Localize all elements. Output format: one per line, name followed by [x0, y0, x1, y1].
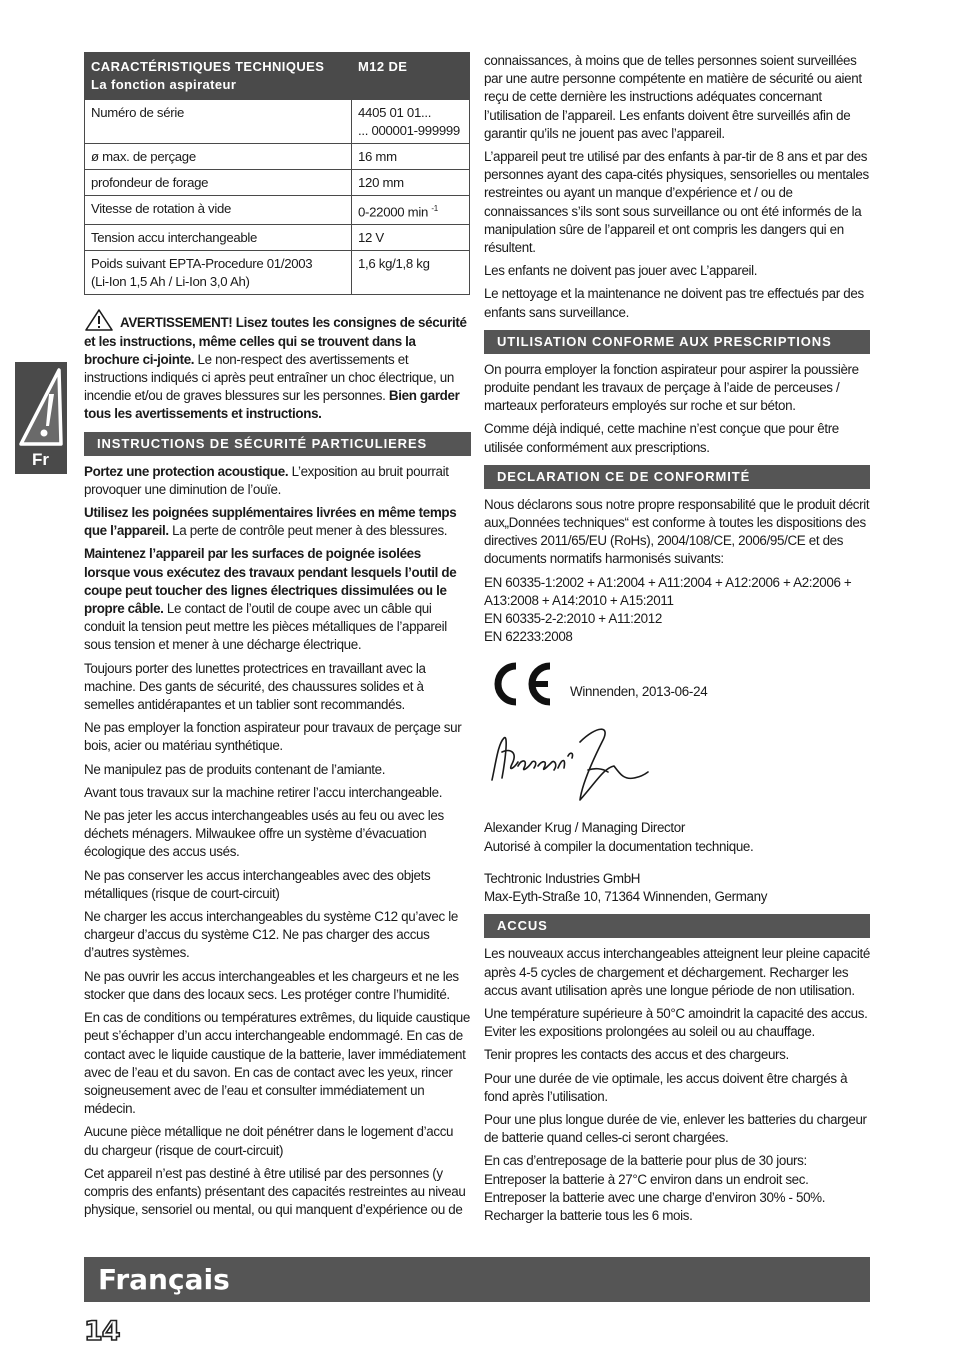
paragraph-text: Ne charger les accus interchangeables du système C12 qu’avec le chargeur d’accus du système C12. Ne pas charger des accus d’autres systèmes.: [84, 909, 458, 961]
usage-text: [484, 361, 870, 457]
standards-list: [484, 574, 870, 647]
page-number: 14: [84, 1316, 120, 1347]
paragraph: [84, 807, 470, 862]
paragraph: [84, 867, 470, 903]
paragraph: Pour une plus longue durée de vie, enlever les batteries du chargeur de batterie quand celles-ci seront chargées.: [484, 1111, 867, 1146]
paragraph-bold: Maintenez l’appareil par les surfaces de poignée isolées lorsque vous exécutez des travaux pendant lesquels l’outil de coupe peut toucher des lignes électriques dissimulées ou le propre câble.: [84, 546, 457, 617]
paragraph: Le nettoyage et la maintenance ne doivent pas tre effectués par des enfants sans surveillance.: [484, 286, 864, 320]
spec-value: 1,6 kg/1,8 kg: [352, 251, 470, 295]
storage-intro: En cas d’entreposage de la batterie pour plus de 30 jours:: [484, 1153, 807, 1169]
storage-line: Recharger la batterie tous les 6 mois.: [484, 1207, 693, 1223]
specs-subtitle: La fonction aspirateur: [91, 77, 237, 92]
spec-label-line: Poids suivant EPTA-Procedure 01/2003: [91, 256, 313, 272]
paragraph-text: Ne pas ouvrir les accus interchangeables et les chargeurs et ne les stocker que dans des locaux secs. Les protéger contre l’humidité.: [84, 968, 459, 1002]
paragraph: Une température supérieure à 50°C amoindrit la capacité des accus. Eviter les expositions prolongées au soleil ou au chauffage.: [484, 1005, 868, 1040]
spec-label: Vitesse de rotation à vide: [85, 196, 352, 225]
language-side-tab: [15, 362, 67, 474]
signatory-role: Autorisé à compiler la documentation technique.: [484, 838, 754, 854]
place-date: Winnenden, 2013-06-24: [570, 684, 708, 700]
paragraph-text: Avant tous travaux sur la machine retirer l’accu interchangeable.: [84, 784, 443, 800]
company-block: [484, 870, 870, 906]
spec-label: Numéro de série: [85, 100, 352, 144]
paragraph-text: Aucune pièce métallique ne doit pénétrer dans le logement d’accu du chargeur (risque de court-circuit): [84, 1124, 454, 1158]
warning-bold-text-2: Bien garder tous les avertissements et instructions.: [84, 388, 460, 422]
spec-value: [352, 196, 470, 225]
paragraph: L’appareil peut tre utilisé par des enfants à par-tir de 8 ans et par des personnes ayant des capa-cités physiques, sensorielles ou mentales restreintes ou ayant un manque d’expérience et / ou de connaissances s’ils sont sous surveillance ou ont été informés de la manipulation sûre de l’appareil et ont compris les dangers qui en résultent.: [484, 149, 869, 256]
storage-line: Entreposer la batterie avec une charge d’environ 30% - 50%.: [484, 1189, 826, 1205]
paragraph-text: Ne pas jeter les accus interchangeables usés au feu ou avec les déchets ménagers. Milwaukee offre un système d’évacuation écologique des accus usés.: [84, 808, 444, 860]
right-column: [484, 52, 870, 1230]
paragraph-text: En cas de conditions ou températures extrêmes, du liquide caustique peut s’échapper d’un accu interchangeable endommagé. En cas de contact avec le liquide caustique de la batterie, laver immédiatement avec de l’eau et du savon. En cas de contact avec les yeux, rincer soigneusement avec de l’eau et consulter immédiatement un médecin.: [84, 1010, 470, 1117]
standard-line: EN 60335-2-2:2010 + A11:2012: [484, 611, 662, 627]
spec-label-line: (Li-Ion 1,5 Ah / Li-Ion 3,0 Ah): [91, 274, 250, 290]
paragraph-text: L’exposition au bruit pourrait provoquer une diminution de l’ouïe.: [84, 463, 449, 497]
left-column: [84, 52, 470, 1224]
specs-header-row: [85, 53, 470, 100]
standard-line: EN 60335-1:2002 + A1:2004 + A11:2004 + A12:2006 + A2:2006 + A13:2008 + A14:2010 + A15:2011: [484, 574, 852, 608]
paragraph: [84, 504, 470, 540]
spec-label: ø max. de perçage: [85, 144, 352, 170]
paragraph-bold: Portez une protection acoustique.: [84, 463, 289, 479]
section-heading-ce: DECLARATION CE DE CONFORMITÉ: [484, 465, 870, 489]
paragraph: [84, 545, 470, 654]
paragraph: [84, 660, 470, 715]
specs-title: CARACTÉRISTIQUES TECHNIQUES: [91, 59, 325, 74]
paragraph: connaissances, à moins que de telles personnes soient surveillées par une autre personne compétente en matière de sécurité ou aient reçu de cette dernière les instructions adéquates concernant l’utilisation de l’appareil. Les enfants doivent être surveillés afin de garantir qu’ils ne jouent pas avec l’appareil.: [484, 53, 862, 141]
paragraph-text: Cet appareil n’est pas destiné à être utilisé par des personnes (y compris des enfants) présentant des capacités restreintes au niveau physique, sensoriel ou mental, ou qui manquent d’expérience ou de: [84, 1165, 466, 1218]
spec-value: [352, 100, 470, 144]
warning-triangle-icon: [19, 368, 63, 446]
spec-label: Tension accu interchangeable: [85, 225, 352, 251]
footer-language-bar: [84, 1257, 870, 1302]
standard-line: EN 62233:2008: [484, 629, 573, 645]
paragraph-text: Toujours porter des lunettes protectrices en travaillant avec la machine. Des gants de sécurité, des chaussures solides et à semelles antidérapantes et un tablier sont recommandés.: [84, 660, 426, 713]
paragraph: On pourra employer la fonction aspirateur pour aspirer la poussière produite pendant les travaux de perçage à l’aide de perceuses / marteaux perforateurs employés sur roche et sur béton.: [484, 361, 859, 414]
section-heading-batteries: ACCUS: [484, 914, 870, 938]
storage-line: Entreposer la batterie à 27°C environ dans un endroit sec.: [484, 1171, 809, 1187]
footer-language: Français: [98, 1263, 230, 1296]
paragraph: [84, 908, 470, 963]
paragraph-bold: Utilisez les poignées supplémentaires livrées en même temps que l’appareil.: [84, 505, 457, 539]
table-row: [85, 100, 470, 144]
paragraph: Comme déjà indiqué, cette machine n’est conçue que pour être utilisée conformément aux prescriptions.: [484, 421, 839, 455]
storage-instructions: [484, 1152, 870, 1225]
paragraph: [84, 761, 470, 779]
ce-declaration-text: [484, 496, 870, 569]
paragraph-text: Ne pas employer la fonction aspirateur pour travaux de perçage sur bois, acier ou matériau synthétique.: [84, 720, 462, 754]
paragraph: [84, 784, 470, 802]
paragraph: [84, 968, 470, 1004]
section-heading-safety: INSTRUCTIONS DE SÉCURITÉ PARTICULIERES: [84, 432, 471, 456]
safety-instructions: [84, 463, 470, 1220]
table-row: [85, 196, 470, 225]
paragraph: Les nouveaux accus interchangeables atteignent leur pleine capacité après 4-5 cycles de chargement et déchargement. Recharger les accus avant utilisation après une longue période de non utilisation.: [484, 946, 870, 998]
company-name: Techtronic Industries GmbH: [484, 870, 641, 886]
spec-value-line: ... 000001-999999: [358, 123, 460, 138]
paragraph: [84, 463, 470, 499]
paragraph: Nous déclarons sous notre propre responsabilité que le produit décrit aux„Données techniques“ est conforme à toutes les dispositions des directives 2011/65/EU (RoHs), 2004/108/CE, 2006/95/CE et des documents normatifs harmonisés suivants:: [484, 496, 870, 567]
signatory-block: [484, 819, 870, 855]
ce-mark-row: [484, 660, 870, 716]
table-row: [85, 225, 470, 251]
paragraph: Tenir propres les contacts des accus et des chargeurs.: [484, 1047, 789, 1063]
paragraph-text: La perte de contrôle peut mener à des blessures.: [168, 523, 448, 539]
paragraph-text: Ne manipulez pas de produits contenant de l’amiante.: [84, 761, 386, 777]
spec-value: 120 mm: [352, 170, 470, 196]
paragraph: [84, 1165, 470, 1220]
section-heading-usage: UTILISATION CONFORME AUX PRESCRIPTIONS: [484, 330, 870, 354]
paragraph: Pour une durée de vie optimale, les accus doivent être chargés à fond après l’utilisation.: [484, 1070, 848, 1104]
spec-value-line: 4405 01 01...: [358, 105, 432, 120]
battery-text: [484, 945, 870, 1147]
warning-bold-text: AVERTISSEMENT! Lisez toutes les consignes de sécurité et les instructions, même celles qui se trouvent dans la brochure ci-jointe.: [84, 315, 467, 367]
warning-text: Le non-respect des avertissements et instructions indiqués ci après peut entraîner un choc électrique, un incendie et/ou de graves blessures sur les personnes.: [84, 351, 454, 404]
technical-specs-table: [84, 52, 470, 295]
general-warning: [84, 309, 470, 423]
spec-value: 12 V: [352, 225, 470, 251]
paragraph: [84, 1123, 470, 1159]
table-row: [85, 170, 470, 196]
spec-value: 16 mm: [352, 144, 470, 170]
ce-mark-icon: [488, 660, 552, 708]
warning-triangle-icon: [84, 309, 114, 331]
specs-model: M12 DE: [352, 53, 470, 100]
company-address: Max-Eyth-Straße 10, 71364 Winnenden, Germany: [484, 889, 768, 905]
spec-label: [85, 251, 352, 295]
table-row: [85, 144, 470, 170]
paragraph-text: Ne pas conserver les accus interchangeables avec des objets métalliques (risque de court-circuit): [84, 867, 431, 901]
paragraph: [84, 1009, 470, 1118]
signatory-name: Alexander Krug / Managing Director: [484, 820, 685, 836]
signature-icon: [484, 722, 654, 810]
spec-value-exponent: -1: [431, 204, 438, 213]
paragraph: Les enfants ne doivent pas jouer avec L’appareil.: [484, 263, 758, 279]
specs-header-title: [85, 53, 352, 100]
children-safety-text: [484, 52, 870, 322]
paragraph: [84, 719, 470, 755]
spec-label: profondeur de forage: [85, 170, 352, 196]
table-row: [85, 251, 470, 295]
paragraph-text: Le contact de l’outil de coupe avec un câble qui conduit la tension peut mettre les pièces métalliques de l’appareil sous tension et mener à une décharge électrique.: [84, 601, 447, 653]
language-code: Fr: [32, 450, 49, 469]
spec-value-text: 0-22000 min: [358, 204, 429, 220]
